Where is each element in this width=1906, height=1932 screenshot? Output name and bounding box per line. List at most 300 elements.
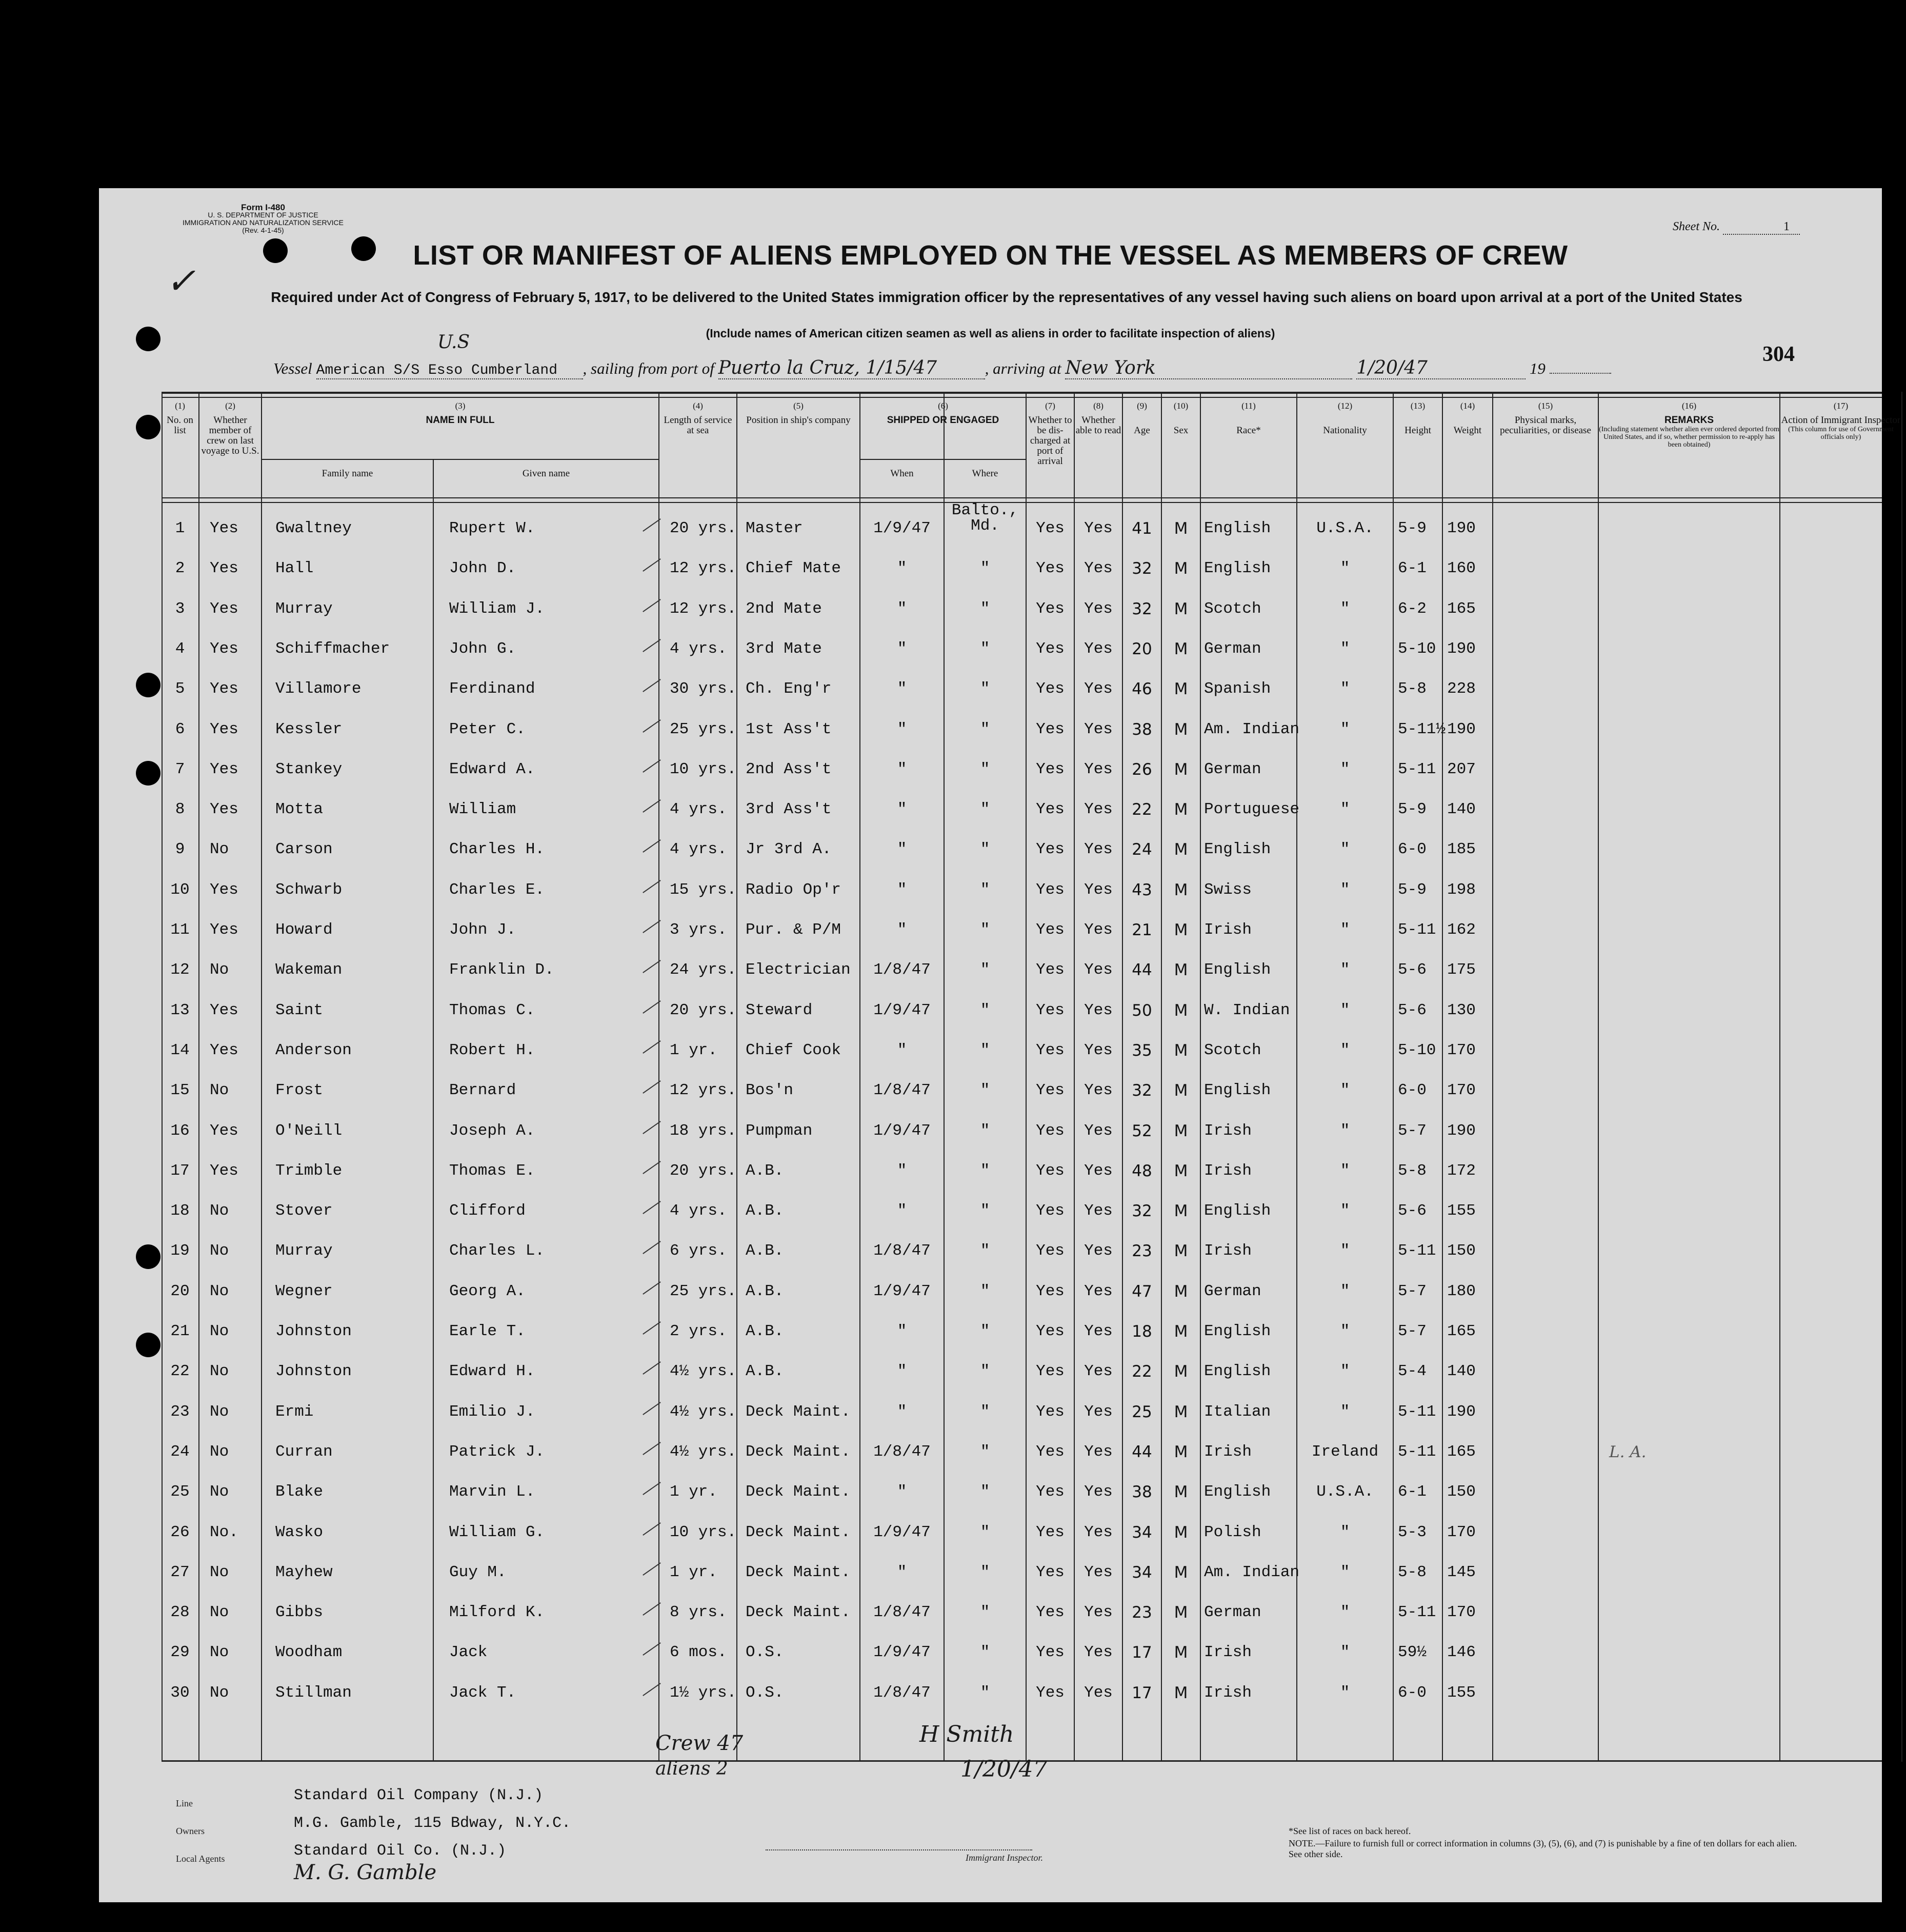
cell-race: Irish [1204, 1122, 1252, 1140]
cell-given: William J. [449, 600, 545, 618]
cell-height: 5-9 [1398, 881, 1427, 899]
cell-nationality: " [1340, 1403, 1350, 1421]
cell-discharged: Yes [1036, 840, 1065, 858]
column-rule [1200, 392, 1201, 1762]
col-header-given: Given name [522, 468, 570, 479]
column-rule [1296, 392, 1297, 1762]
col-label: Nationality [1323, 425, 1367, 436]
cell-read: Yes [1084, 1122, 1113, 1140]
col-header-read [1075, 401, 1122, 436]
cell-race: Am. Indian [1204, 1563, 1300, 1581]
cell-last: Yes [210, 519, 238, 537]
cell-age: 32 [1132, 600, 1152, 618]
cell-where: " [980, 881, 990, 899]
cell-nationality: " [1340, 1162, 1350, 1180]
col-header-position [737, 401, 859, 426]
cell-read: Yes [1084, 640, 1113, 658]
cell-given: Rupert W. [449, 519, 535, 537]
punch-hole [136, 761, 160, 786]
cell-sex: M [1174, 1643, 1188, 1662]
cell-read: Yes [1084, 1563, 1113, 1581]
cell-service: 4 yrs. [670, 800, 727, 818]
cell-given: Edward H. [449, 1362, 535, 1380]
col-header-sex [1162, 401, 1200, 436]
column-rule [736, 392, 737, 1762]
cell-height: 5-6 [1398, 1001, 1427, 1019]
cell-when: " [897, 680, 907, 698]
col-label: Action of Immigrant Inspector [1781, 415, 1901, 426]
cell-service: 3 yrs. [670, 921, 727, 939]
cell-read: Yes [1084, 1643, 1113, 1661]
cell-last: Yes [210, 881, 238, 899]
cell-when: 1/8/47 [873, 1684, 931, 1702]
cell-no: 16 [170, 1122, 190, 1140]
cell-last: No [210, 1684, 229, 1702]
cell-read: Yes [1084, 1483, 1113, 1501]
cell-no: 7 [175, 760, 185, 778]
cell-no: 27 [170, 1563, 190, 1581]
cell-service: 1 yr. [670, 1563, 718, 1581]
cell-weight: 170 [1447, 1523, 1476, 1541]
cell-race: Scotch [1204, 1041, 1261, 1059]
cell-no: 3 [175, 600, 185, 618]
cell-where: " [980, 1122, 990, 1140]
cell-family: Stillman [275, 1684, 352, 1702]
cell-service: 20 yrs. [670, 1001, 737, 1019]
name-subheader-rule [262, 459, 659, 460]
cell-nationality: U.S.A. [1316, 1483, 1374, 1501]
form-number: Form I-480 [241, 203, 285, 212]
cell-read: Yes [1084, 720, 1113, 738]
cell-nationality: " [1340, 1122, 1350, 1140]
cell-position: Master [746, 519, 803, 537]
cell-height: 5-11 [1398, 1443, 1436, 1461]
cell-where: " [980, 1282, 990, 1300]
form-header [176, 204, 350, 234]
column-rule [1161, 392, 1162, 1762]
cell-read: Yes [1084, 840, 1113, 858]
cell-given: Georg A. [449, 1282, 526, 1300]
cell-nationality: " [1340, 600, 1350, 618]
cell-discharged: Yes [1036, 1603, 1065, 1621]
cell-sex: M [1174, 881, 1188, 899]
cell-given: Charles H. [449, 840, 545, 858]
cell-family: Blake [275, 1483, 324, 1501]
cell-where: " [980, 800, 990, 818]
cell-weight: 228 [1447, 680, 1476, 698]
subtitle-note: (Include names of American citizen seamen as well as aliens in order to facilitate inspection of aliens) [706, 327, 1275, 340]
cell-read: Yes [1084, 881, 1113, 899]
cell-height: 5-3 [1398, 1523, 1427, 1541]
cell-nationality: " [1340, 680, 1350, 698]
cell-when: " [897, 1362, 907, 1380]
column-rule [859, 392, 860, 1762]
cell-weight: 190 [1447, 640, 1476, 658]
cell-no: 25 [170, 1483, 190, 1501]
cell-position: Ch. Eng'r [746, 680, 832, 698]
col-sub: (Including statement whether alien ever ordered deported from United States, and if so, whether permission to re-apply has been obtained) [1599, 426, 1779, 449]
cell-given: Franklin D. [449, 961, 554, 979]
cell-when: " [897, 921, 907, 939]
col-label: Sex [1173, 425, 1189, 436]
cell-race: Am. Indian [1204, 720, 1300, 738]
cell-weight: 165 [1447, 1322, 1476, 1340]
cell-discharged: Yes [1036, 1403, 1065, 1421]
cell-discharged: Yes [1036, 961, 1065, 979]
cell-family: Frost [275, 1081, 324, 1099]
cell-service: 4 yrs. [670, 840, 727, 858]
cell-given: Peter C. [449, 720, 526, 738]
cell-weight: 190 [1447, 1403, 1476, 1421]
column-rule [198, 392, 199, 1762]
cell-height: 6-1 [1398, 559, 1427, 577]
col-label: Whether member of crew on last voyage to U.S. [201, 415, 259, 456]
cell-sex: M [1174, 600, 1188, 618]
cell-discharged: Yes [1036, 720, 1065, 738]
cell-nationality: " [1340, 1684, 1350, 1702]
crew-count-note: Crew 47 [655, 1732, 744, 1755]
col-label: NAME IN FULL [426, 415, 495, 426]
cell-discharged: Yes [1036, 1563, 1065, 1581]
cell-height: 6-0 [1398, 1684, 1427, 1702]
cell-family: Stankey [275, 760, 343, 778]
cell-given: Marvin L. [449, 1483, 535, 1501]
cell-family: Hall [275, 559, 314, 577]
vessel-label: Vessel [273, 359, 312, 377]
cell-sex: M [1174, 840, 1188, 859]
column-rule [658, 392, 659, 1762]
cell-when: 1/9/47 [873, 1523, 931, 1541]
cell-position: 2nd Ass't [746, 760, 832, 778]
cell-last: No [210, 1563, 229, 1581]
cell-no: 23 [170, 1403, 190, 1421]
cell-discharged: Yes [1036, 1242, 1065, 1260]
cell-service: 12 yrs. [670, 559, 737, 577]
col-num: (6) [938, 401, 948, 411]
agent-signature: M. G. Gamble [294, 1861, 437, 1884]
cell-where: " [980, 1162, 990, 1180]
cell-height: 6-0 [1398, 840, 1427, 858]
line-value: Standard Oil Company (N.J.) [294, 1787, 544, 1804]
cell-race: Portuguese [1204, 800, 1300, 818]
cell-race: English [1204, 1202, 1271, 1220]
cell-weight: 130 [1447, 1001, 1476, 1019]
cell-no: 24 [170, 1443, 190, 1461]
cell-service: 2 yrs. [670, 1322, 727, 1340]
cell-height: 5-11½ [1398, 720, 1446, 738]
cell-when: 1/8/47 [873, 1081, 931, 1099]
cell-age: 32 [1132, 1081, 1152, 1100]
cell-last: No. [210, 1523, 238, 1541]
cell-sex: M [1174, 1282, 1188, 1301]
cell-family: Ermi [275, 1403, 314, 1421]
cell-no: 21 [170, 1322, 190, 1340]
cell-weight: 150 [1447, 1483, 1476, 1501]
cell-service: 6 mos. [670, 1643, 727, 1661]
cell-height: 5-6 [1398, 1202, 1427, 1220]
owners-value: M.G. Gamble, 115 Bdway, N.Y.C. [294, 1815, 571, 1832]
cell-race: Spanish [1204, 680, 1271, 698]
cell-read: Yes [1084, 1242, 1113, 1260]
cell-weight: 180 [1447, 1282, 1476, 1300]
cell-read: Yes [1084, 1684, 1113, 1702]
cell-height: 5-11 [1398, 1603, 1436, 1621]
cell-service: 1 yr. [670, 1041, 718, 1059]
cell-position: O.S. [746, 1643, 784, 1661]
agents-label: Local Agents [176, 1854, 225, 1864]
col-num: (11) [1241, 401, 1256, 411]
cell-position: A.B. [746, 1202, 784, 1220]
cell-age: 18 [1132, 1322, 1152, 1341]
cell-height: 5-7 [1398, 1282, 1427, 1300]
cell-discharged: Yes [1036, 800, 1065, 818]
cell-service: 25 yrs. [670, 1282, 737, 1300]
col-label: REMARKS [1664, 415, 1714, 426]
cell-height: 5-8 [1398, 1563, 1427, 1581]
cell-race: English [1204, 519, 1271, 537]
vessel-line [273, 357, 1796, 378]
cell-age: 38 [1132, 1483, 1152, 1501]
cell-where: " [980, 720, 990, 738]
cell-no: 9 [175, 840, 185, 858]
cell-where: " [980, 1603, 990, 1621]
cell-weight: 170 [1447, 1041, 1476, 1059]
cell-position: Chief Cook [746, 1041, 841, 1059]
cell-nationality: " [1340, 1523, 1350, 1541]
cell-weight: 190 [1447, 1122, 1476, 1140]
col-header-discharged [1027, 401, 1074, 467]
cell-race: German [1204, 640, 1261, 658]
cell-position: 3rd Mate [746, 640, 822, 658]
cell-read: Yes [1084, 600, 1113, 618]
cell-given: Charles L. [449, 1242, 545, 1260]
cell-no: 22 [170, 1362, 190, 1380]
column-rule [1492, 392, 1493, 1762]
cell-age: 34 [1132, 1563, 1152, 1582]
table-rule-top [162, 392, 1882, 394]
sheet-number-value: 1 [1723, 220, 1800, 235]
column-rule [944, 392, 945, 1762]
cell-discharged: Yes [1036, 760, 1065, 778]
cell-race: W. Indian [1204, 1001, 1290, 1019]
cell-age: 44 [1132, 961, 1152, 979]
cell-no: 6 [175, 720, 185, 738]
cell-last: No [210, 1081, 229, 1099]
cell-given: Thomas E. [449, 1162, 535, 1180]
cell-when: 1/9/47 [873, 1001, 931, 1019]
cell-last: No [210, 1603, 229, 1621]
cell-height: 5-11 [1398, 921, 1436, 939]
cell-position: Electrician [746, 961, 851, 979]
cell-discharged: Yes [1036, 1041, 1065, 1059]
col-label: Age [1134, 425, 1150, 436]
cell-no: 5 [175, 680, 185, 698]
cell-weight: 155 [1447, 1684, 1476, 1702]
cell-height: 5-8 [1398, 680, 1427, 698]
cell-nationality: Ireland [1311, 1443, 1379, 1461]
cell-discharged: Yes [1036, 1684, 1065, 1702]
cell-age: 48 [1132, 1162, 1152, 1180]
col-num: (9) [1137, 401, 1147, 411]
cell-last: Yes [210, 800, 238, 818]
cell-race: Irish [1204, 1643, 1252, 1661]
cell-last: No [210, 840, 229, 858]
cell-service: 4½ yrs. [670, 1443, 737, 1461]
cell-where: " [980, 1362, 990, 1380]
col-num: (8) [1093, 401, 1104, 411]
cell-remarks: L. A. [1609, 1443, 1647, 1461]
cell-family: Johnston [275, 1362, 352, 1380]
cell-discharged: Yes [1036, 1282, 1065, 1300]
aliens-count-note: aliens 2 [655, 1758, 728, 1779]
cell-race: Irish [1204, 1443, 1252, 1461]
cell-position: Jr 3rd A. [746, 840, 832, 858]
cell-given: John J. [449, 921, 516, 939]
cell-discharged: Yes [1036, 559, 1065, 577]
cell-when: " [897, 559, 907, 577]
cell-race: English [1204, 1362, 1271, 1380]
cell-no: 17 [170, 1162, 190, 1180]
cell-no: 26 [170, 1523, 190, 1541]
cell-where: " [980, 760, 990, 778]
punch-hole [136, 1244, 160, 1269]
cell-nationality: " [1340, 559, 1350, 577]
cell-read: Yes [1084, 1443, 1113, 1461]
cell-where: " [980, 1643, 990, 1661]
cell-last: Yes [210, 1162, 238, 1180]
cell-read: Yes [1084, 1202, 1113, 1220]
punch-hole [136, 415, 160, 439]
column-rule [1074, 392, 1075, 1762]
check-mark: ✓ [166, 260, 196, 302]
cell-nationality: " [1340, 640, 1350, 658]
cell-weight: 175 [1447, 961, 1476, 979]
cell-discharged: Yes [1036, 921, 1065, 939]
cell-where: " [980, 1001, 990, 1019]
cell-position: A.B. [746, 1242, 784, 1260]
col-label: Whether able to read [1075, 415, 1121, 436]
cell-where: " [980, 600, 990, 618]
subtitle: Required under Act of Congress of February 5, 1917, to be delivered to the United States immigration officer by the representatives of any vessel having such aliens on board upon arrival at a port of the United States [271, 289, 1742, 305]
form-rev: (Rev. 4-1-45) [242, 226, 284, 234]
cell-age: 17 [1132, 1643, 1152, 1662]
cell-age: 25 [1132, 1403, 1152, 1421]
cell-read: Yes [1084, 961, 1113, 979]
cell-sex: M [1174, 1362, 1188, 1381]
cell-weight: 170 [1447, 1603, 1476, 1621]
cell-age: 34 [1132, 1523, 1152, 1542]
cell-given: Joseph A. [449, 1122, 535, 1140]
cell-when: 1/8/47 [873, 961, 931, 979]
cell-when: 1/9/47 [873, 1122, 931, 1140]
cell-sex: M [1174, 1202, 1188, 1220]
cell-given: Milford K. [449, 1603, 545, 1621]
cell-given: Guy M. [449, 1563, 507, 1581]
agents-value: Standard Oil Co. (N.J.) [294, 1842, 507, 1860]
cell-nationality: " [1340, 1362, 1350, 1380]
cell-family: Curran [275, 1443, 333, 1461]
cell-discharged: Yes [1036, 640, 1065, 658]
cell-read: Yes [1084, 1403, 1113, 1421]
col-header-weight [1443, 401, 1492, 436]
cell-sex: M [1174, 1603, 1188, 1622]
cell-discharged: Yes [1036, 1483, 1065, 1501]
col-num: (7) [1045, 401, 1055, 411]
cell-race: English [1204, 1483, 1271, 1501]
cell-weight: 190 [1447, 519, 1476, 537]
cell-age: 38 [1132, 720, 1152, 739]
cell-race: Irish [1204, 1242, 1252, 1260]
cell-service: 18 yrs. [670, 1122, 737, 1140]
cell-where: " [980, 1202, 990, 1220]
cell-position: Bos'n [746, 1081, 794, 1099]
cell-weight: 165 [1447, 600, 1476, 618]
cell-sex: M [1174, 1443, 1188, 1461]
cell-discharged: Yes [1036, 680, 1065, 698]
inspector-signature-line [766, 1849, 1032, 1850]
col-num: (16) [1681, 401, 1697, 411]
cell-weight: 165 [1447, 1443, 1476, 1461]
cell-when: " [897, 1162, 907, 1180]
cell-where: " [980, 1684, 990, 1702]
cell-race: English [1204, 840, 1271, 858]
sailing-label: , sailing from port of [583, 359, 714, 377]
cell-where: " [980, 1523, 990, 1541]
cell-where: " [980, 921, 990, 939]
cell-where: " [980, 1081, 990, 1099]
cell-nationality: " [1340, 1041, 1350, 1059]
cell-no: 10 [170, 881, 190, 899]
cell-given: Earle T. [449, 1322, 526, 1340]
cell-no: 11 [170, 921, 190, 939]
column-rule [1122, 392, 1123, 1762]
cell-last: No [210, 1282, 229, 1300]
cell-sex: M [1174, 640, 1188, 658]
cell-last: Yes [210, 1041, 238, 1059]
cell-position: A.B. [746, 1362, 784, 1380]
cell-race: German [1204, 1603, 1261, 1621]
column-rule [1598, 392, 1599, 1762]
cell-no: 13 [170, 1001, 190, 1019]
col-num: (4) [693, 401, 703, 411]
cell-sex: M [1174, 1322, 1188, 1341]
cell-position: Deck Maint. [746, 1603, 851, 1621]
col-num: (10) [1173, 401, 1189, 411]
cell-position: A.B. [746, 1162, 784, 1180]
inspector-date: 1/20/47 [960, 1756, 1048, 1782]
vessel-name: American S/S Esso Cumberland [316, 363, 583, 379]
cell-read: Yes [1084, 1603, 1113, 1621]
cell-nationality: " [1340, 720, 1350, 738]
col-header-action [1780, 401, 1901, 441]
cell-discharged: Yes [1036, 1362, 1065, 1380]
cell-service: 12 yrs. [670, 1081, 737, 1099]
cell-last: No [210, 1362, 229, 1380]
crew-table [162, 392, 1901, 1762]
cell-weight: 150 [1447, 1242, 1476, 1260]
cell-when: " [897, 600, 907, 618]
cell-position: Pumpman [746, 1122, 813, 1140]
cell-last: Yes [210, 921, 238, 939]
cell-where: " [980, 1242, 990, 1260]
cell-given: Thomas C. [449, 1001, 535, 1019]
cell-last: Yes [210, 1001, 238, 1019]
col-sub: (This column for use of Government officials only) [1788, 426, 1894, 441]
col-header-name [262, 401, 658, 426]
col-header-nationality [1297, 401, 1393, 436]
cell-family: Wegner [275, 1282, 333, 1300]
col-label: Position in ship's company [746, 415, 851, 426]
